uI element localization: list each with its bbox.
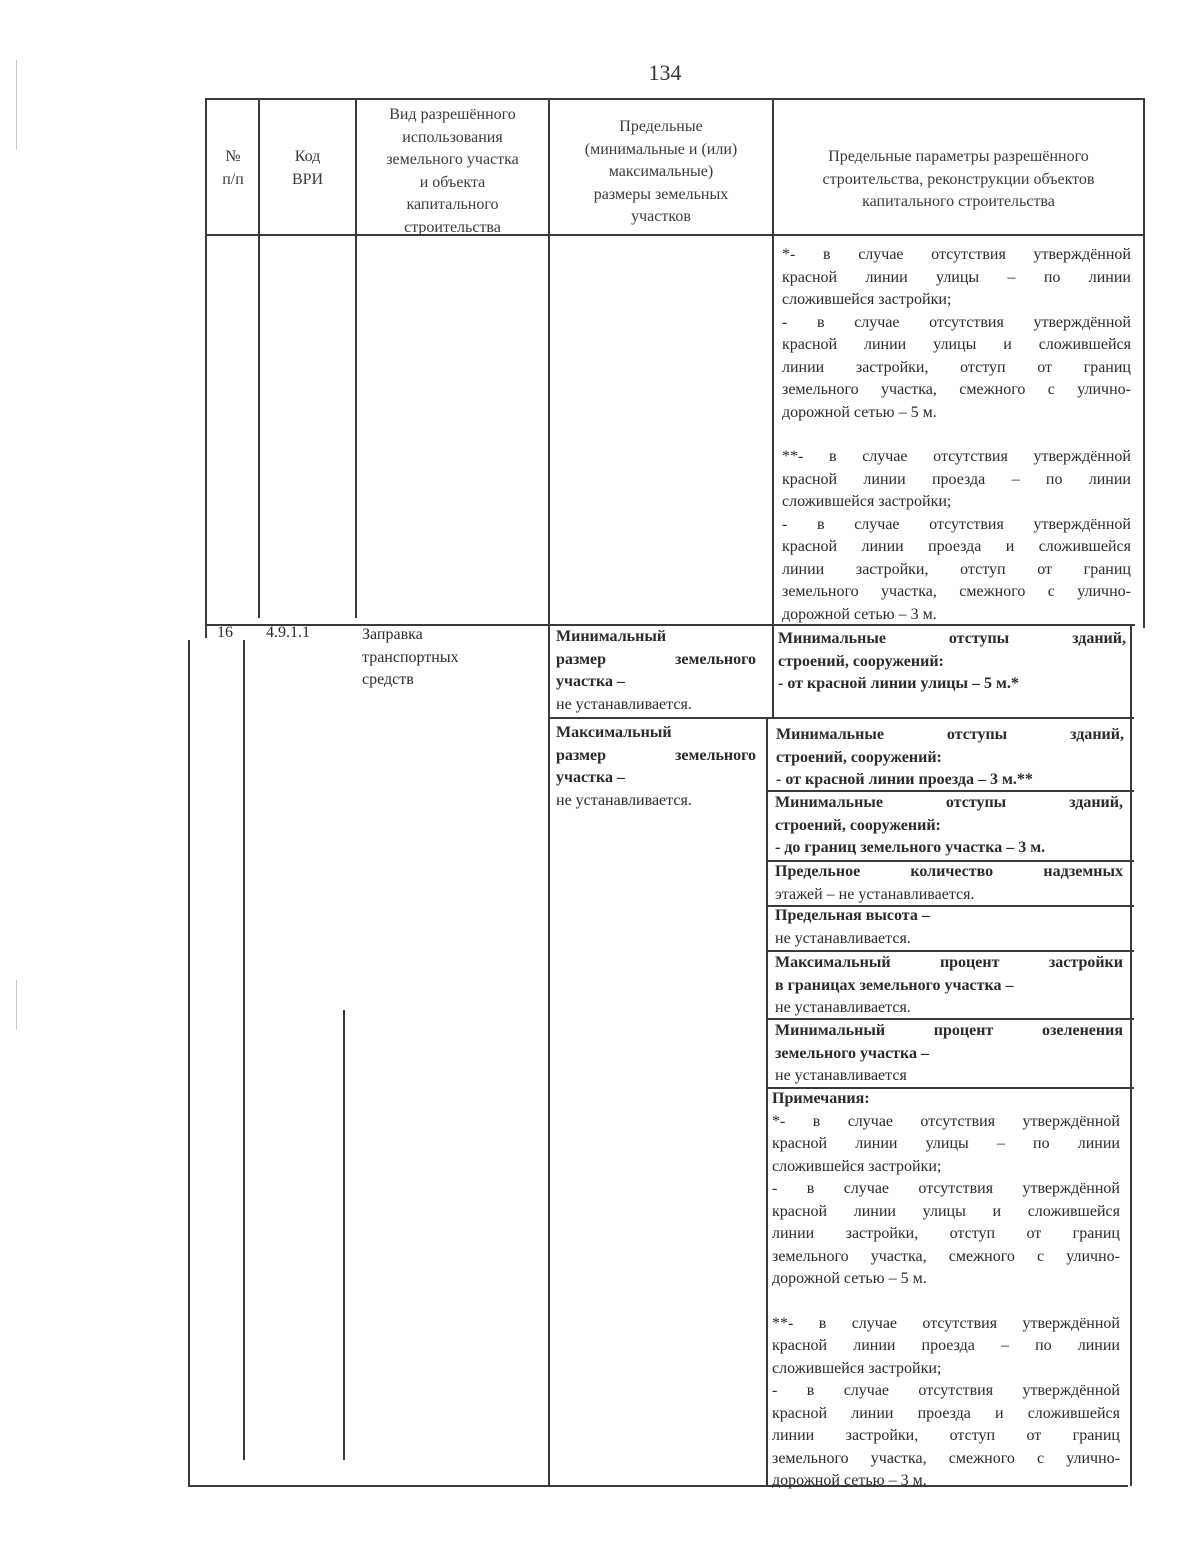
note-line: земельного участка, смежного с улично- [772, 1449, 1120, 1467]
note-line: *- в случае отсутствия утверждённой [782, 246, 1131, 263]
param-line: земельного участка – [775, 1044, 930, 1062]
note-line: *- в случае отсутствия утверждённой [772, 1112, 1120, 1130]
note-line: красной линии улицы и сложившейся [782, 336, 1131, 353]
header-bottom-line [205, 234, 1145, 236]
table-border-left-lower [188, 640, 190, 1486]
param-line: Предельная высота – [775, 907, 930, 924]
note-line: дорожной сетью – 3 м. [782, 605, 937, 623]
col-divider-3 [548, 98, 550, 1486]
param-setback-street [778, 628, 1126, 696]
param-line: Минимальный процент озеленения [775, 1022, 1123, 1039]
note-line: - в случае отсутствия утверждённой [772, 1180, 1120, 1197]
max-size-cell [556, 722, 756, 812]
param-line: не устанавливается. [775, 929, 911, 947]
note-line: дорожной сетью – 5 м. [782, 403, 937, 421]
param-line: Минимальные отступы зданий, [775, 794, 1123, 811]
param-line: не устанавливается. [775, 999, 911, 1016]
note-line: сложившейся застройки; [772, 1359, 942, 1377]
header-col-params: Предельные параметры разрешённого строительства, реконструкции объектов капитального строительства [822, 148, 1095, 210]
param-setback-boundary [775, 792, 1123, 860]
row-notes-2 [772, 1313, 1120, 1493]
note-line: красной линии проезда – по линии [782, 470, 1131, 488]
params-separator-1 [548, 717, 1134, 719]
param-green-percent [775, 1020, 1123, 1088]
param-line: Предельное количество надземных [775, 863, 1123, 880]
note-line: красной линии улицы – по линии [772, 1135, 1120, 1152]
note-line: красной линии проезда и сложившейся [782, 538, 1131, 555]
col-divider-1-lower [243, 640, 245, 1460]
note-line: линии застройки, отступ от границ [772, 1427, 1120, 1444]
continued-notes-1 [782, 244, 1131, 424]
param-line: - до границ земельного участка – 3 м. [775, 839, 1046, 856]
use-name-line: Заправка [362, 626, 423, 643]
param-line: в границах земельного участка – [775, 976, 1014, 994]
col-divider-4-lower [766, 717, 768, 1485]
max-size-title-line: размер земельного [556, 746, 756, 764]
note-line: - в случае отсутствия утверждённой [782, 515, 1131, 533]
min-size-title-line: участка – [556, 673, 625, 690]
param-line: этажей – не устанавливается. [775, 885, 975, 903]
param-build-percent [775, 952, 1123, 1020]
use-name-line: транспортных [362, 648, 459, 666]
note-line: красной линии улицы – по линии [782, 268, 1131, 286]
header-col-size: Предельные (минимальные и (или) максимальные) размеры земельных участков [584, 118, 738, 225]
max-size-title-line: Максимальный [556, 724, 672, 741]
note-line: линии застройки, отступ от границ [782, 560, 1131, 578]
note-line: сложившейся застройки; [782, 291, 952, 308]
row-notes-1 [772, 1111, 1120, 1291]
row-notes [772, 1088, 1120, 1493]
param-line: строений, сооружений: [776, 748, 942, 766]
min-size-title-line: Минимальный [556, 628, 667, 645]
use-name-line: средств [362, 671, 414, 688]
note-line: земельного участка, смежного с улично- [772, 1247, 1120, 1265]
table-border-right-lower [1130, 624, 1132, 1486]
note-line: сложившейся застройки; [772, 1157, 942, 1175]
note-line: **- в случае отсутствия утверждённой [772, 1314, 1120, 1332]
table-border-right [1143, 98, 1145, 628]
min-size-value: не устанавливается. [556, 695, 692, 713]
row-number: 16 [217, 624, 233, 641]
note-line: линии застройки, отступ от границ [782, 358, 1131, 376]
scan-artifact [16, 60, 17, 150]
param-setback-passage [776, 724, 1124, 792]
param-line: строений, сооружений: [778, 652, 944, 670]
page-number: 134 [648, 60, 682, 85]
row-use-name [362, 624, 459, 692]
header-col-number: № п/п [222, 148, 244, 188]
header-col-code: Код ВРИ [291, 148, 324, 188]
scan-artifact [16, 980, 17, 1030]
max-size-value: не устанавливается. [556, 791, 692, 809]
note-line: красной линии улицы и сложившейся [772, 1202, 1120, 1220]
note-line: дорожной сетью – 5 м. [772, 1270, 927, 1287]
header-col-use: Вид разрешённого использования земельного участка и объекта капитального строительства [386, 106, 519, 236]
param-floors [775, 861, 1123, 906]
param-line: не устанавливается [775, 1067, 907, 1084]
min-size-cell [556, 626, 756, 716]
param-line: Максимальный процент застройки [775, 954, 1123, 971]
param-line: Минимальные отступы зданий, [778, 630, 1126, 647]
note-line: дорожной сетью – 3 м. [772, 1472, 927, 1489]
note-line: земельного участка, смежного с улично- [782, 583, 1131, 600]
max-size-title-line: участка – [556, 769, 625, 786]
param-line: Минимальные отступы зданий, [776, 726, 1124, 743]
param-line: - от красной линии проезда – 3 м.** [776, 771, 1033, 788]
note-line: - в случае отсутствия утверждённой [772, 1382, 1120, 1399]
note-line: красной линии проезда – по линии [772, 1337, 1120, 1354]
table-border-top [205, 98, 1145, 100]
note-line: земельного участка, смежного с улично- [782, 381, 1131, 398]
param-line: строений, сооружений: [775, 816, 941, 834]
col-divider-2-lower [343, 1010, 345, 1460]
row-code: 4.9.1.1 [266, 624, 310, 641]
notes-title: Примечания: [772, 1090, 870, 1107]
continued-notes [782, 244, 1131, 626]
note-line: сложившейся застройки; [782, 493, 952, 510]
continued-notes-2 [782, 446, 1131, 626]
min-size-title-line: размер земельного [556, 650, 756, 668]
note-line: красной линии проезда и сложившейся [772, 1404, 1120, 1422]
param-line: - от красной линии улицы – 5 м.* [778, 675, 1019, 692]
param-height [775, 905, 1123, 950]
note-line: **- в случае отсутствия утверждённой [782, 448, 1131, 465]
note-line: - в случае отсутствия утверждённой [782, 313, 1131, 331]
note-line: линии застройки, отступ от границ [772, 1225, 1120, 1242]
